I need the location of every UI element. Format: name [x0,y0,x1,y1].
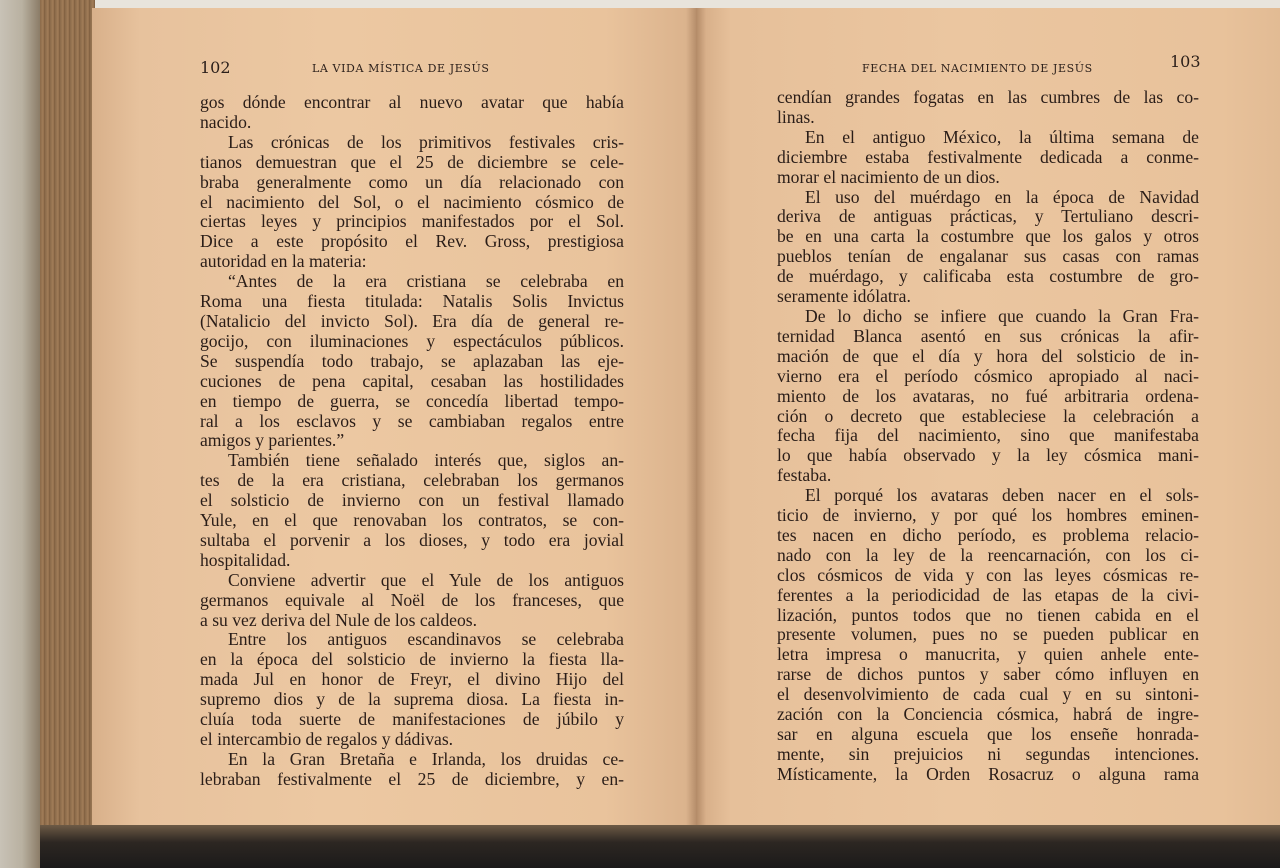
text-line: gos dónde encontrar al nuevo avatar que había [200,92,624,112]
text-line: ticio de invierno, y por qué los hombres eminen- [777,505,1199,526]
text-line: Místicamente, la Orden Rosacruz o alguna rama [777,763,1199,784]
text-line: Se suspendía todo trabajo, se aplazaban las eje- [200,350,624,371]
text-line: nado con la ley de la reencarnación, con los ci- [777,544,1199,565]
text-line: clos cósmicos de vida y con las leyes cósmicas re- [777,564,1199,585]
text-line: hospitalidad. [200,549,291,570]
text-line: sultaba el porvenir a los dioses, y todo era jovial [200,529,624,550]
right-running-head: FECHA DEL NACIMIENTO DE JESÚS [862,62,1093,75]
text-line: Dice a este propósito el Rev. Gross, prestigiosa [200,231,624,252]
text-line: “Antes de la era cristiana se celebraba en [228,271,624,292]
left-running-head: LA VIDA MÍSTICA DE JESÚS [312,62,490,75]
text-line: morar el nacimiento de un dios. [777,166,1000,187]
text-line: Las crónicas de los primitivos festivales cris- [228,131,624,152]
text-line: el intercambio de regalos y dádivas. [200,729,454,749]
left-text-column [200,93,624,790]
text-line: tes nacen en dicho período, es problema relacio- [777,524,1199,545]
text-line: tes de la era cristiana, celebraban los germanos [200,470,624,491]
text-line: el desenvolvimiento de cada cual y en su sintoni- [777,684,1199,705]
text-line: de muérdago, y calificaba esta costumbre de gro- [777,266,1199,287]
text-line: festaba. [777,465,832,486]
text-line: sar en alguna escuela que los enseñe honrada- [777,724,1199,744]
text-line: cuciones de pena capital, cesaban las hostilidades [200,370,624,391]
page-stack [40,0,95,868]
text-line: En el antiguo México, la última semana de [805,126,1199,147]
text-line: letra impresa o manucrita, y quien anhele ente- [777,644,1199,665]
left-page-number: 102 [200,58,231,77]
text-line: (Natalicio del invicto Sol). Era día de general re- [200,310,624,331]
text-line: lización, puntos todos que no tienen cabida en el [777,604,1199,625]
text-line: Roma una fiesta titulada: Natalis Solis Invictus [200,291,624,312]
text-line: a su vez deriva del Nule de los caldeos. [200,609,477,630]
text-line: cluía toda suerte de manifestaciones de júbilo y [200,709,624,730]
text-line: en tiempo de guerra, se concedía libertad tempo- [200,390,624,411]
text-line: vierno era el período cósmico apropiado al naci- [777,365,1199,386]
text-line: Entre los antiguos escandinavos se celebraba [228,629,624,650]
text-line: cendían grandes fogatas en las cumbres de las co- [777,87,1199,107]
text-line: El uso del muérdago en la época de Navidad [805,186,1199,207]
text-line: ferentes a la periodicidad de las etapas de la civi- [777,584,1199,605]
text-line: en la época del solsticio de invierno la fiesta lla- [200,649,624,670]
text-line: De lo dicho se infiere que cuando la Gran Fra- [805,305,1199,326]
text-line: be en una carta la costumbre que los galos y otros [777,226,1199,247]
text-line: amigos y parientes.” [200,430,345,451]
text-line: tianos demuestran que el 25 de diciembre se cele- [200,151,624,172]
text-line: zación con la Conciencia cósmica, habrá de ingre- [777,704,1199,725]
text-line: ción o decreto que estableciese la celebración a [777,405,1199,426]
text-line: autoridad en la materia: [200,251,367,272]
text-line: braba generalmente como un día relacionado con [200,171,624,192]
text-line: nacido. [200,111,252,132]
text-line: diciembre estaba festivalmente dedicada a conme- [777,146,1199,167]
text-line: germanos equivale al Noël de los franceses, que [200,589,624,610]
book-edge [0,0,40,868]
bottom-shadow [40,825,1280,868]
book-gutter [686,8,706,833]
text-line: En la Gran Bretaña e Irlanda, los druidas ce- [228,748,624,769]
text-line: Yule, en el que renovaban los contratos, se con- [200,510,624,531]
text-line: fecha fija del nacimiento, sino que manifestaba [777,425,1199,446]
text-line: mación de que el día y hora del solsticio de in- [777,345,1199,366]
text-line: mente, sin prejuicios ni segundas intenciones. [777,743,1199,764]
text-line: ciertas leyes y principios manifestados por el Sol. [200,211,624,232]
text-line: pueblos tenían de engalanar sus casas con ramas [777,246,1199,267]
text-line: seramente idólatra. [777,286,911,307]
text-line: el nacimiento del Sol, o el nacimiento cósmico de [200,191,624,212]
text-line: supremo dios y de la suprema diosa. La fiesta in- [200,689,624,710]
text-line: mada Jul en honor de Freyr, el divino Hijo del [200,669,624,690]
text-line: ral a los esclavos y se cambiaban regalos entre [200,410,624,431]
text-line: presente volumen, pues no se pueden publicar en [777,624,1199,645]
text-line: linas. [777,106,815,127]
text-line: deriva de antiguas prácticas, y Tertuliano descri- [777,206,1199,227]
text-line: ternidad Blanca asentó en sus crónicas la afir- [777,325,1199,346]
right-page-number: 103 [1170,52,1201,71]
text-line: el solsticio de invierno con un festival llamado [200,490,624,511]
text-line: gocijo, con iluminaciones y espectáculos públicos. [200,330,624,351]
text-line: lo que había observado y la ley cósmica mani- [777,445,1199,466]
right-text-column [777,88,1199,785]
text-line: El porqué los avataras deben nacer en el sols- [805,485,1199,506]
text-line: Conviene advertir que el Yule de los antiguos [228,569,624,590]
text-line: miento de los avataras, no fué arbitraria ordena- [777,385,1199,406]
text-line: También tiene señalado interés que, siglos an- [228,450,624,471]
text-line: rarse de dichos puntos y saber cómo influyen en [777,664,1199,685]
text-line: lebraban festivalmente el 25 de diciembre, y en- [200,768,624,789]
